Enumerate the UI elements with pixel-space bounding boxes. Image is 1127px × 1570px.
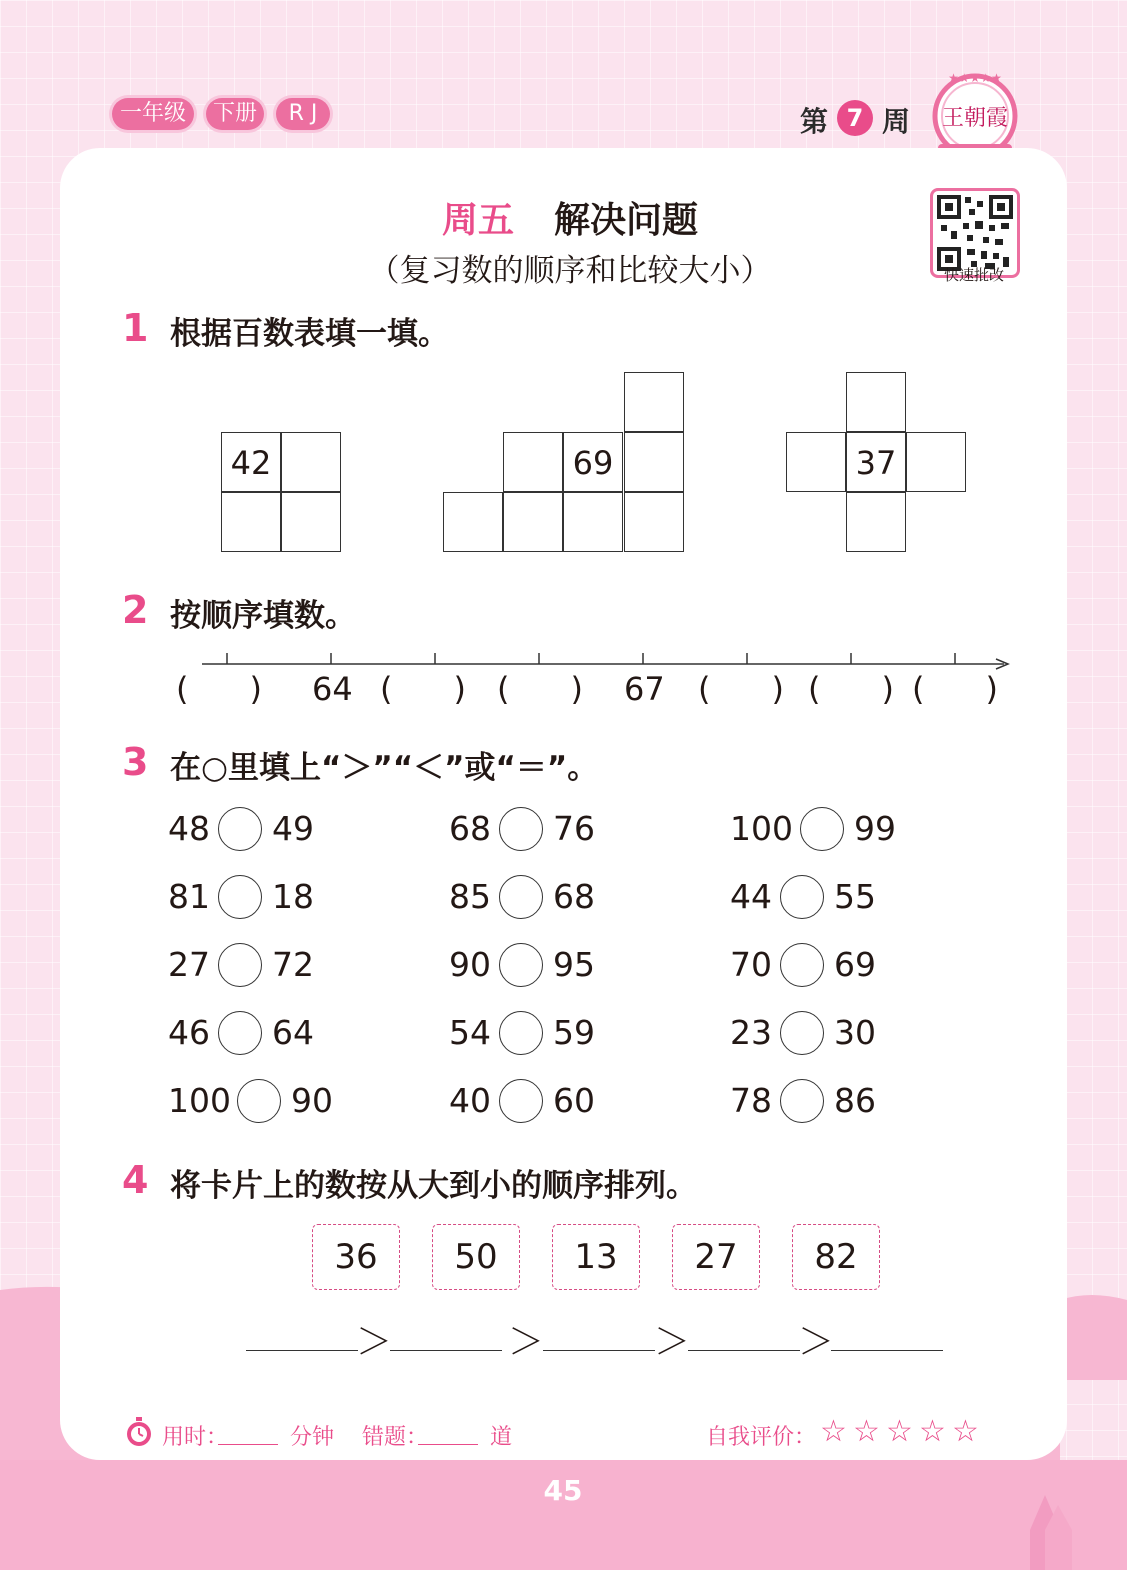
compare-right-number: 18: [272, 877, 314, 916]
order-blank-3[interactable]: [543, 1350, 655, 1351]
grid2-cell-blank[interactable]: [624, 492, 684, 552]
compare-left-number: 90: [449, 945, 491, 984]
compare-right-number: 99: [854, 809, 896, 848]
self-eval-label: 自我评价：: [706, 1425, 817, 1450]
compare-left-number: 44: [730, 877, 772, 916]
compare-left-number: 78: [730, 1081, 772, 1120]
compare-right-number: 95: [553, 945, 595, 984]
compare-answer-circle[interactable]: [218, 1011, 262, 1055]
compare-left-number: 81: [168, 877, 210, 916]
qr-label: 快速批改: [943, 266, 1004, 284]
compare-right-number: 86: [834, 1081, 876, 1120]
time-input[interactable]: [218, 1444, 278, 1445]
grid2-cell-blank[interactable]: [503, 492, 563, 552]
compare-left-number: 40: [449, 1081, 491, 1120]
grid3-cell-blank[interactable]: [846, 492, 906, 552]
week-number: 7: [837, 100, 873, 136]
question-text-4: 将卡片上的数按从大到小的顺序排列。: [170, 1168, 697, 1204]
compare-right-number: 49: [272, 809, 314, 848]
compare-left-number: 70: [730, 945, 772, 984]
rating-star-1[interactable]: ☆: [820, 1414, 847, 1449]
compare-right-number: 30: [834, 1013, 876, 1052]
compare-left-number: 100: [168, 1081, 231, 1120]
qr-code-icon: [933, 191, 1017, 275]
title-topic: 解决问题: [554, 200, 699, 241]
grid2-cell-blank[interactable]: [624, 372, 684, 432]
question-text-2: 按顺序填数。: [170, 598, 356, 634]
grid1-cell-known: 42: [221, 432, 281, 492]
grid1-cell-blank[interactable]: [221, 492, 281, 552]
compare-right-number: 90: [291, 1081, 333, 1120]
grid2-cell-blank[interactable]: [503, 432, 563, 492]
compare-answer-circle[interactable]: [780, 875, 824, 919]
question-number-1: 1: [122, 306, 149, 350]
compare-answer-circle[interactable]: [499, 943, 543, 987]
grid1-cell-blank[interactable]: [281, 432, 341, 492]
greater-than-sign: ＞: [798, 1322, 835, 1363]
grid2-cell-known: 69: [563, 432, 623, 492]
order-blank-2[interactable]: [390, 1350, 502, 1351]
grid3-cell-blank[interactable]: [846, 372, 906, 432]
compare-right-number: 69: [834, 945, 876, 984]
order-blank-5[interactable]: [831, 1350, 943, 1351]
rating-star-4[interactable]: ☆: [919, 1414, 946, 1449]
error-input[interactable]: [418, 1444, 478, 1445]
rating-star-2[interactable]: ☆: [853, 1414, 880, 1449]
title-day: 周五: [442, 200, 515, 241]
compare-answer-circle[interactable]: [499, 1011, 543, 1055]
answer-blank-1[interactable]: ( ): [176, 670, 262, 708]
order-blank-1[interactable]: [246, 1350, 358, 1351]
edition-tag: R J: [276, 98, 330, 130]
answer-blank-5[interactable]: ( ): [808, 670, 894, 708]
answer-blank-2[interactable]: ( ): [380, 670, 466, 708]
answer-blank-4[interactable]: ( ): [698, 670, 784, 708]
greater-than-sign: ＞: [356, 1322, 393, 1363]
compare-answer-circle[interactable]: [237, 1079, 281, 1123]
compare-right-number: 68: [553, 877, 595, 916]
compare-left-number: 27: [168, 945, 210, 984]
question-number-2: 2: [122, 588, 149, 632]
volume-tag: 下册: [206, 98, 264, 130]
answer-blank-6[interactable]: ( ): [912, 670, 998, 708]
compare-right-number: 76: [553, 809, 595, 848]
stopwatch-icon: [124, 1416, 154, 1448]
logo-text: 王朝霞: [941, 106, 1009, 131]
compare-left-number: 68: [449, 809, 491, 848]
compare-answer-circle[interactable]: [780, 1011, 824, 1055]
compare-left-number: 85: [449, 877, 491, 916]
grid3-cell-known: 37: [846, 432, 906, 492]
question-number-4: 4: [122, 1158, 149, 1202]
number-card: 36: [312, 1224, 400, 1290]
compare-right-number: 60: [553, 1081, 595, 1120]
greater-than-sign: ＞: [508, 1322, 545, 1363]
compare-left-number: 46: [168, 1013, 210, 1052]
page-subtitle: （复习数的顺序和比较大小）: [368, 253, 772, 289]
number-card: 27: [672, 1224, 760, 1290]
svg-text:★★★★★: ★★★★★: [948, 71, 1002, 85]
error-unit: 道: [490, 1425, 513, 1450]
compare-right-number: 64: [272, 1013, 314, 1052]
compare-answer-circle[interactable]: [499, 875, 543, 919]
question-text-3: 在○里填上“＞”“＜”或“＝”。: [170, 750, 599, 786]
compare-answer-circle[interactable]: [780, 943, 824, 987]
compare-left-number: 54: [449, 1013, 491, 1052]
number-card: 50: [432, 1224, 520, 1290]
grid3-cell-blank[interactable]: [786, 432, 846, 492]
answer-blank-3[interactable]: ( ): [497, 670, 583, 708]
given-number: 67: [624, 670, 665, 708]
compare-answer-circle[interactable]: [800, 807, 844, 851]
grid2-cell-blank[interactable]: [624, 432, 684, 492]
time-unit: 分钟: [290, 1425, 335, 1450]
week-prefix: 第: [800, 105, 829, 138]
grid3-cell-blank[interactable]: [906, 432, 966, 492]
grid2-cell-blank[interactable]: [563, 492, 623, 552]
grid2-cell-blank[interactable]: [443, 492, 503, 552]
rating-star-3[interactable]: ☆: [886, 1414, 913, 1449]
compare-right-number: 59: [553, 1013, 595, 1052]
error-label: 错题：: [362, 1425, 429, 1450]
question-number-3: 3: [122, 740, 149, 784]
given-number: 64: [312, 670, 353, 708]
order-blank-4[interactable]: [688, 1350, 800, 1351]
compare-answer-circle[interactable]: [218, 875, 262, 919]
number-card: 13: [552, 1224, 640, 1290]
rating-star-5[interactable]: ☆: [952, 1414, 979, 1449]
compare-left-number: 100: [730, 809, 793, 848]
compare-right-number: 55: [834, 877, 876, 916]
week-suffix: 周: [882, 105, 911, 138]
time-label: 用时：: [162, 1425, 229, 1450]
compare-answer-circle[interactable]: [780, 1079, 824, 1123]
number-card: 82: [792, 1224, 880, 1290]
compare-right-number: 72: [272, 945, 314, 984]
compare-answer-circle[interactable]: [218, 807, 262, 851]
compare-answer-circle[interactable]: [499, 1079, 543, 1123]
grade-tag: 一年级: [112, 98, 194, 130]
greater-than-sign: ＞: [654, 1322, 691, 1363]
grid1-cell-blank[interactable]: [281, 492, 341, 552]
compare-answer-circle[interactable]: [218, 943, 262, 987]
compare-left-number: 23: [730, 1013, 772, 1052]
page-number: 45: [543, 1474, 583, 1507]
compare-answer-circle[interactable]: [499, 807, 543, 851]
question-text-1: 根据百数表填一填。: [170, 316, 449, 352]
compare-left-number: 48: [168, 809, 210, 848]
